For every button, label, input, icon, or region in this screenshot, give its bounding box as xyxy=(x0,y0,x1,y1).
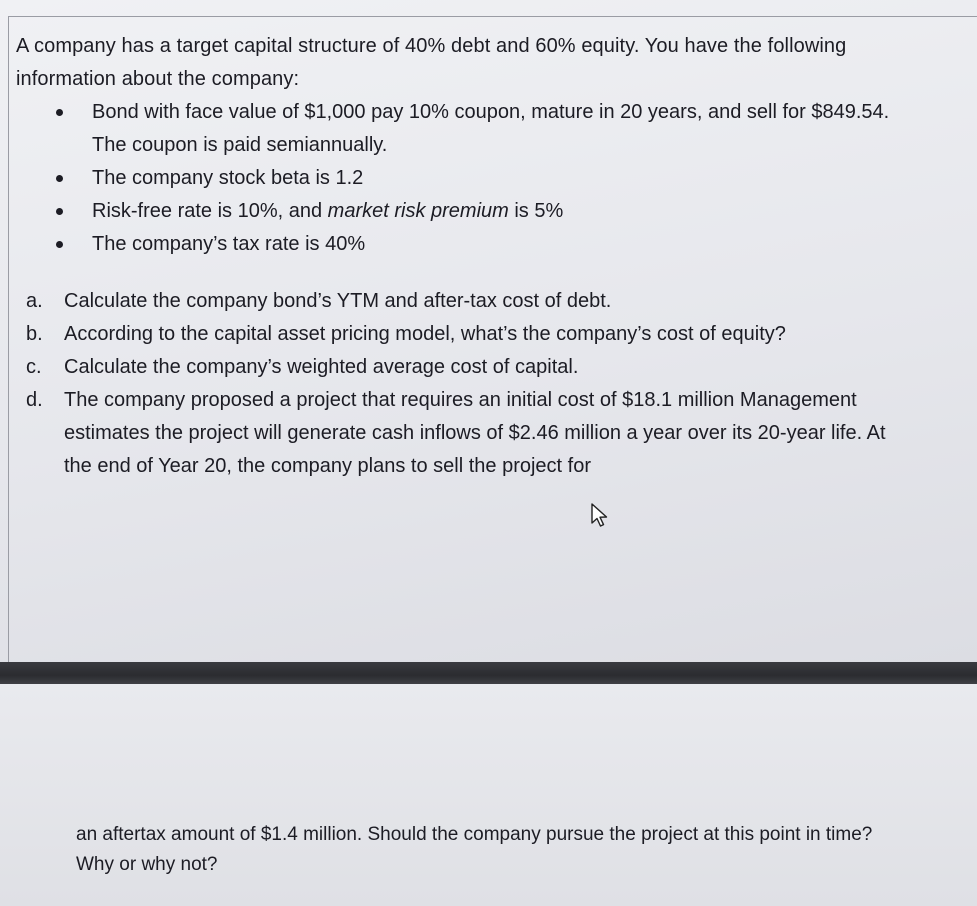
bullet-dot-icon xyxy=(56,109,63,116)
bullet-beta-info xyxy=(16,162,896,195)
bullet-text: The company’s tax rate is 40% xyxy=(92,233,366,255)
question-label: b. xyxy=(26,323,43,345)
bullet-rates-info xyxy=(16,195,896,228)
bullet-text: The company stock beta is 1.2 xyxy=(92,167,364,189)
mouse-pointer-icon xyxy=(590,503,610,529)
question-text: The company proposed a project that requires an initial cost of $18.1 million Management estimates the project will generate cash inflows of $2.46 million a year over its 20-year life. At the end of Year 20, the company plans to sell the project for xyxy=(64,389,886,477)
bullet-dot-icon xyxy=(56,241,63,248)
question-b xyxy=(16,318,896,351)
question-list xyxy=(16,285,896,483)
question-a xyxy=(16,285,896,318)
question-label: c. xyxy=(26,356,42,378)
bullet-bond-info xyxy=(16,96,896,162)
question-c xyxy=(16,351,896,384)
question-text: According to the capital asset pricing model, what’s the company’s cost of equity? xyxy=(64,323,786,345)
question-label: d. xyxy=(26,389,43,411)
question-d xyxy=(16,384,896,483)
bullet-text-after: is 5% xyxy=(508,200,564,222)
question-label: a. xyxy=(26,290,43,312)
bullet-dot-icon xyxy=(56,175,63,182)
bullet-text-before: Risk-free rate is 10%, and xyxy=(92,200,328,222)
problem-document xyxy=(16,30,896,483)
question-d-continuation: an aftertax amount of $1.4 million. Should the company pursue the project at this point in time? Why or why not? xyxy=(76,824,873,875)
question-text: Calculate the company’s weighted average cost of capital. xyxy=(64,356,579,378)
info-bullet-list xyxy=(16,96,896,261)
page-divider-bar xyxy=(0,662,977,684)
bullet-dot-icon xyxy=(56,208,63,215)
bullet-tax-info xyxy=(16,228,896,261)
question-text: Calculate the company bond’s YTM and after-tax cost of debt. xyxy=(64,290,612,312)
bullet-text: Bond with face value of $1,000 pay 10% coupon, mature in 20 years, and sell for $849.54. The coupon is paid semiannually. xyxy=(92,101,890,156)
bullet-text-emphasis: market risk premium xyxy=(327,200,509,222)
problem-intro: A company has a target capital structure of 40% debt and 60% equity. You have the following information about the company: xyxy=(16,35,847,90)
